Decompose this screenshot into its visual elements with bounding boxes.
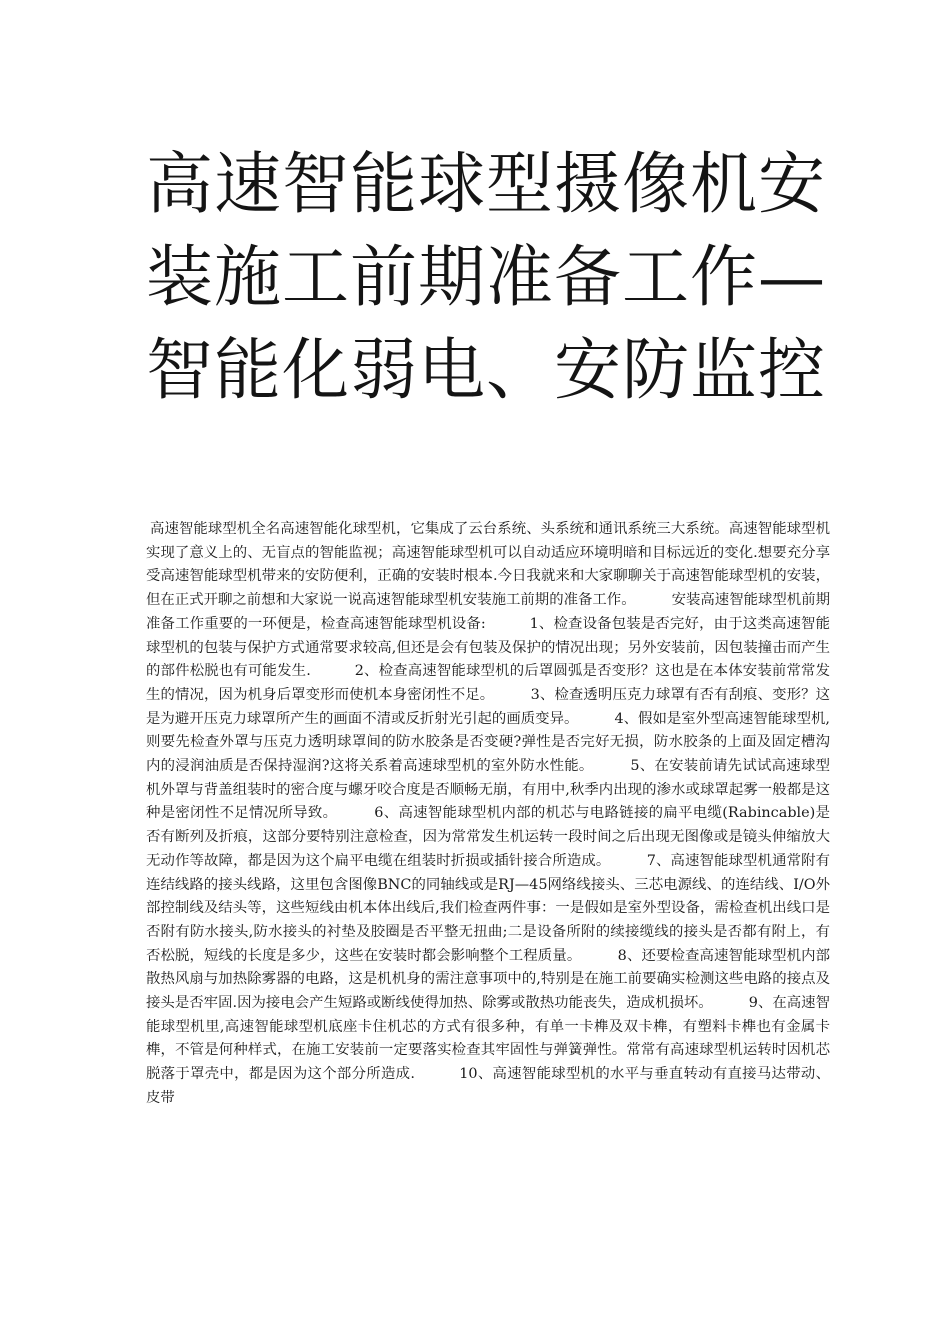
document-title: 高速智能球型摄像机安装施工前期准备工作—智能化弱电、安防监控 <box>146 145 826 409</box>
document-body-text: 高速智能球型机全名高速智能化球型机，它集成了云台系统、头系统和通讯系统三大系统。高速智能球型机实现了意义上的、无盲点的智能监视；高速智能球型机可以自动适应环境明暗和目标远近的变化.想要充分享受高速智能球型机带来的安防便利，正确的安装时根本.今日我就来和大家聊聊关于高速智能球型机的安装，但在正式开聊之前想和大家说一说高速智能球型机安装施工前期的准备工作。 安装高速智能球型机前期准备工作重要的一环便是，检查高速智能球型机设备: 1、检查设备包装是否完好，由于这类高速智能球型机的包装与保护方式通常要求较高,但还是会有包装及保护的情况出现；另外安装前，因包装撞击而产生的部件松脱也有可能发生. 2、检查高速智能球型机的后罩圆弧是否变形？这也是在本体安装前常常发生的情况，因为机身后罩变形而使机本身密闭性不足。 3、检查透明压克力球罩有否有刮痕、变形？这是为避开压克力球罩所产生的画面不清或反折射光引起的画质变异。 4、假如是室外型高速智能球型机,则要先检查外罩与压克力透明球罩间的防水胶条是否变硬?弹性是否完好无损，防水胶条的上面及固定槽沟内的浸润油质是否保持湿润?这将关系着高速球型机的室外防水性能。 5、在安装前请先试试高速球型机外罩与背盖组装时的密合度与螺牙咬合度是否顺畅无崩，有用中,秋季内出现的渗水或球罩起雾一般都是这种是密闭性不足情况所导致。 6、高速智能球型机内部的机芯与电路链接的扁平电缆(Rabincable)是否有断列及折痕，这部分要特别注意检查，因为常常发生机运转一段时间之后出现无图像或是镜头伸缩放大无动作等故障，都是因为这个扁平电缆在组装时折损或插针接合所造成。 7、高速智能球型机通常附有连结线路的接头线路，这里包含图像BNC的同轴线或是RJ—45网络线接头、三芯电源线、的连结线、I/O外部控制线及结头等，这些短线由机本体出线后,我们检查两件事：一是假如是室外型设备，需检查机出线口是否附有防水接头,防水接头的衬垫及胶圈是否平整无扭曲;二是设备所附的续接缆线的接头是否都有附上，有否松脱，短线的长度是多少，这些在安装时都会影响整个工程质量。 8、还要检查高速智能球型机内部散热风扇与加热除雾器的电路，这是机机身的需注意事项中的,特别是在施工前要确实检测这些电路的接点及接头是否牢固.因为接电会产生短路或断线使得加热、除雾或散热功能丧失，造成机损坏。 9、在高速智能球型机里,高速智能球型机底座卡住机芯的方式有很多种，有单一卡榫及双卡榫，有塑料卡榫也有金属卡榫，不管是何种样式，在施工安装前一定要落实检查其牢固性与弹簧弹性。常常有高速球型机运转时因机芯脱落于罩壳中，都是因为这个部分所造成. 10、高速智能球型机的水平与垂直转动有直接马达带动、皮带 <box>146 521 831 1106</box>
